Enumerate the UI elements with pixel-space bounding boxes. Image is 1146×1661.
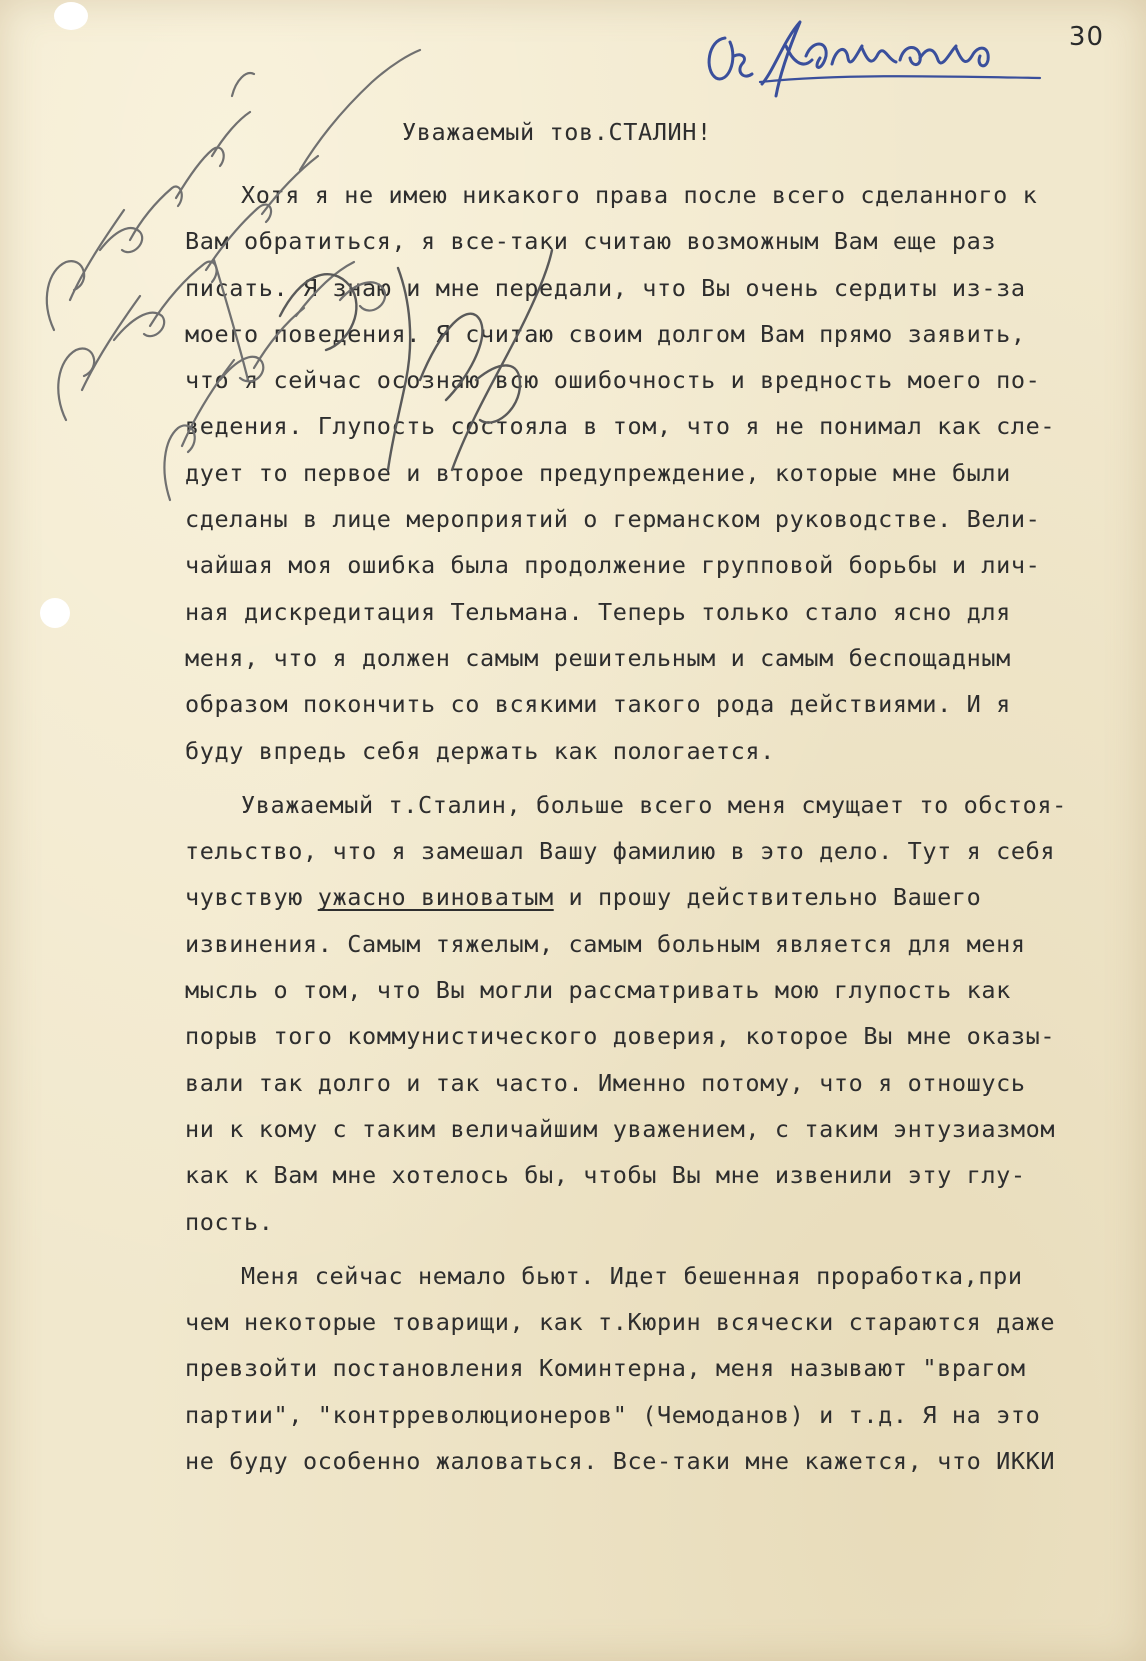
punch-hole xyxy=(54,2,88,30)
letter-line xyxy=(185,874,1115,920)
letter-line: Хотя я не имею никакого права после всего сделанного к xyxy=(241,181,1038,209)
punch-hole xyxy=(40,598,70,628)
letter-line: ная дискредитация Тельмана. Теперь только стало ясно для xyxy=(185,597,1011,626)
letter-line: Меня сейчас немало бьют. Идет бешенная проработка,при xyxy=(241,1261,1023,1290)
letter-line: тельство, что я замешал Вашу фамилию в это дело. Тут я себя xyxy=(185,837,1056,866)
letter-line: партии", "контрреволюционеров" (Чемоданов) и т.д. Я на это xyxy=(185,1400,1041,1429)
letter-line: чем некоторые товарищи, как т.Кюрин всячески стараются даже xyxy=(185,1308,1056,1337)
letter-line: порыв того коммунистического доверия, которое Вы мне оказы- xyxy=(185,1022,1056,1051)
letter-line: Вам обратиться, я все-таки считаю возможным Вам еще раз xyxy=(185,227,997,256)
letter-line: ни к кому с таким величайшим уважением, с таким энтузиазмом xyxy=(185,1114,1056,1143)
letter-line: моего поведения. Я считаю своим долгом Вам прямо заявить, xyxy=(185,319,1026,348)
letter-line: превзойти постановления Коминтерна, меня называют "врагом xyxy=(185,1354,1026,1383)
letter-line: писать. Я знаю и мне передали, что Вы очень сердиты из-за xyxy=(185,273,1026,302)
letter-line: мысль о том, что Вы могли рассматривать мою глупость как xyxy=(185,976,1011,1005)
letter-salutation: Уважаемый тов.СТАЛИН! xyxy=(402,118,712,146)
folio-number: 30 xyxy=(1068,22,1104,52)
paragraph-gap xyxy=(185,774,1115,782)
letter-line: ведения. Глупость состояла в том, что я не понимал как сле- xyxy=(185,412,1056,441)
blue-ink-note xyxy=(709,22,1040,96)
line-text: и прошу действительно Вашего xyxy=(553,883,982,912)
line-text: чувствую xyxy=(185,883,318,912)
letter-line: чайшая моя ошибка была продолжение групповой борьбы и лич- xyxy=(185,551,1041,580)
letter-line: Уважаемый т.Сталин, больше всего меня смущает то обстоя- xyxy=(241,790,1067,819)
letter-line: меня, что я должен самым решительным и самым беспощадным xyxy=(185,643,1011,672)
paragraph-gap xyxy=(185,1245,1115,1253)
letter-line: вали так долго и так часто. Именно потому, что я отношусь xyxy=(185,1068,1026,1097)
letter-line: дует то первое и второе предупреждение, которые мне были xyxy=(185,458,1011,487)
underlined-phrase: ужасно виноватым xyxy=(317,883,554,912)
letter-line: образом покончить со всякими такого рода действиями. И я xyxy=(185,690,1011,719)
letter-line: пость. xyxy=(185,1207,274,1236)
letter-line: как к Вам мне хотелось бы, чтобы Вы мне извенили эту глу- xyxy=(185,1161,1026,1190)
letter-line: буду впредь себя держать как пологается. xyxy=(185,736,775,765)
letter-line: сделаны в лице мероприятий о германском руководстве. Вели- xyxy=(185,505,1041,534)
letter-line: что я сейчас осознаю всю ошибочность и вредность моего по- xyxy=(185,366,1041,395)
letter-body xyxy=(185,172,1115,1484)
letter-line: извинения. Самым тяжелым, самым больным является для меня xyxy=(185,929,1026,958)
letter-line: не буду особенно жаловаться. Все-таки мне кажется, что ИККИ xyxy=(185,1447,1056,1476)
